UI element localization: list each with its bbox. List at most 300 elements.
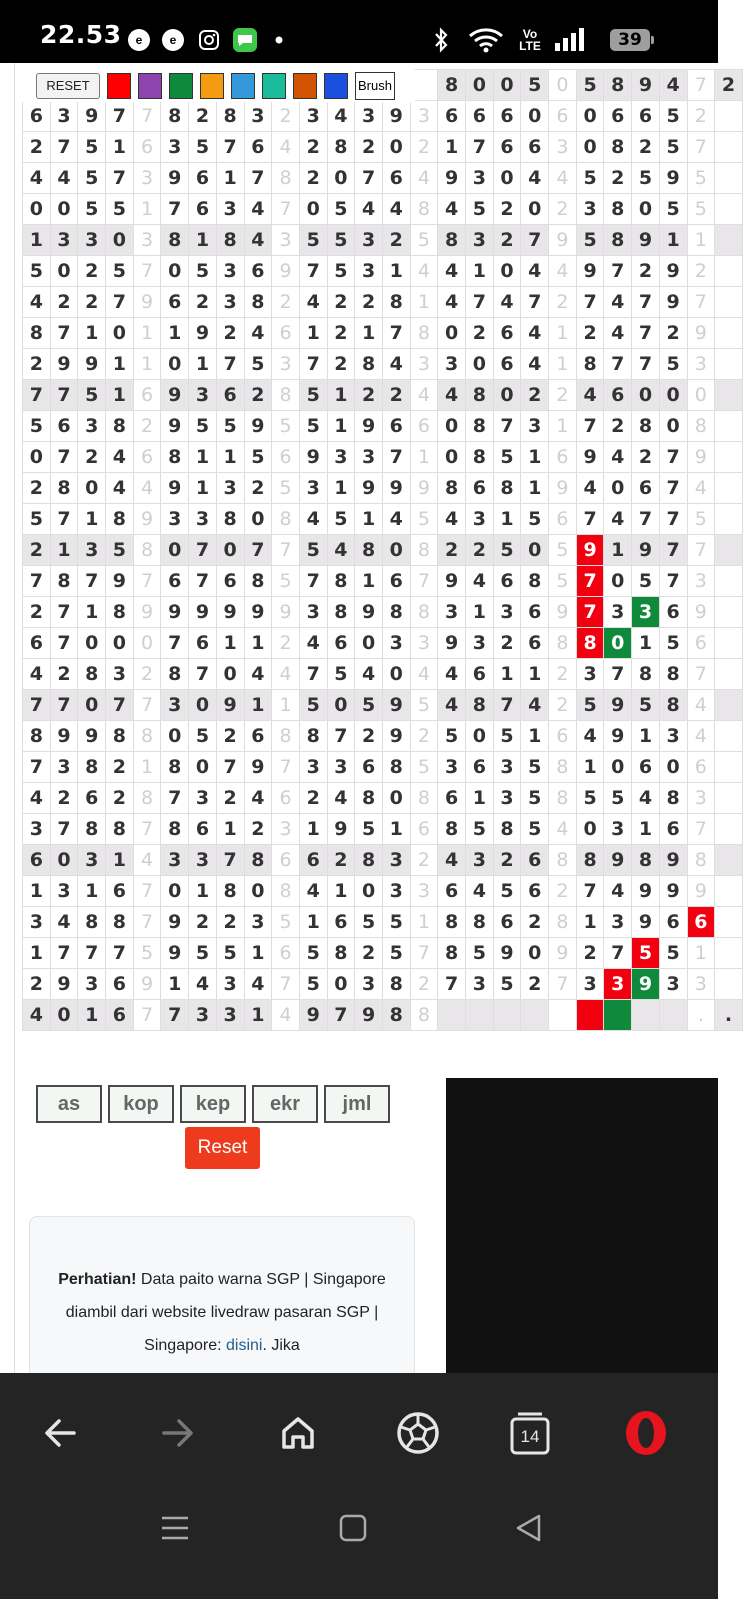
table-cell[interactable]: 7	[161, 628, 189, 659]
table-cell[interactable]: 5	[493, 876, 521, 907]
table-cell[interactable]: 6	[521, 845, 549, 876]
table-cell[interactable]: 7	[50, 132, 78, 163]
table-cell[interactable]: 2	[659, 318, 687, 349]
table-cell[interactable]: 2	[355, 938, 383, 969]
table-cell[interactable]: 7	[493, 411, 521, 442]
table-cell[interactable]: 2	[23, 535, 51, 566]
table-cell[interactable]: 9	[50, 349, 78, 380]
table-cell[interactable]: 5	[327, 659, 355, 690]
table-cell[interactable]: 4	[23, 783, 51, 814]
table-cell[interactable]: 0	[327, 969, 355, 1000]
table-cell[interactable]	[715, 101, 743, 132]
table-cell[interactable]: 0	[78, 690, 106, 721]
table-cell[interactable]: 1	[493, 504, 521, 535]
table-cell[interactable]: 6	[189, 163, 217, 194]
table-cell[interactable]: 9	[549, 597, 577, 628]
table-cell[interactable]: 0	[438, 411, 466, 442]
table-cell[interactable]: 6	[659, 814, 687, 845]
table-cell[interactable]: 8	[632, 411, 660, 442]
table-cell[interactable]: 7	[604, 659, 632, 690]
table-cell[interactable]: 7	[106, 938, 134, 969]
table-cell[interactable]: 0	[604, 473, 632, 504]
table-cell[interactable]: 8	[410, 1000, 438, 1031]
table-cell[interactable]: 9	[272, 256, 300, 287]
table-cell[interactable]: 0	[106, 318, 134, 349]
color-swatch[interactable]	[138, 73, 162, 99]
table-cell[interactable]: 0	[161, 256, 189, 287]
table-cell[interactable]: 4	[106, 442, 134, 473]
table-cell[interactable]: 2	[299, 132, 327, 163]
table-cell[interactable]: 1	[216, 163, 244, 194]
table-cell[interactable]: 5	[244, 349, 272, 380]
table-cell[interactable]: 7	[659, 535, 687, 566]
table-cell[interactable]: 8	[466, 411, 494, 442]
table-cell[interactable]: 4	[50, 163, 78, 194]
table-cell[interactable]: 2	[687, 101, 715, 132]
table-cell[interactable]: 7	[632, 318, 660, 349]
table-cell[interactable]: 7	[272, 969, 300, 1000]
table-cell[interactable]: 7	[438, 969, 466, 1000]
table-cell[interactable]: 3	[161, 690, 189, 721]
table-cell[interactable]: 2	[23, 349, 51, 380]
table-cell[interactable]: 3	[576, 659, 604, 690]
table-cell[interactable]: 7	[576, 411, 604, 442]
table-cell[interactable]: 7	[133, 101, 161, 132]
table-cell[interactable]: 4	[604, 442, 632, 473]
table-cell[interactable]: 6	[632, 473, 660, 504]
table-cell[interactable]	[715, 876, 743, 907]
table-cell[interactable]: 6	[549, 721, 577, 752]
table-cell[interactable]: 6	[521, 132, 549, 163]
table-cell[interactable]: 2	[632, 442, 660, 473]
table-cell[interactable]: 8	[106, 907, 134, 938]
table-cell[interactable]: 9	[438, 566, 466, 597]
table-cell[interactable]: 9	[382, 473, 410, 504]
table-cell[interactable]: 4	[687, 473, 715, 504]
table-cell[interactable]: 2	[244, 380, 272, 411]
table-cell[interactable]: 5	[189, 721, 217, 752]
table-cell[interactable]: 3	[438, 349, 466, 380]
table-cell[interactable]: 1	[78, 504, 106, 535]
table-cell[interactable]: 3	[355, 256, 383, 287]
table-cell[interactable]: 5	[244, 442, 272, 473]
table-cell[interactable]: 1	[687, 938, 715, 969]
table-cell[interactable]: 3	[466, 225, 494, 256]
table-cell[interactable]	[715, 225, 743, 256]
table-cell[interactable]: 8	[632, 845, 660, 876]
table-cell[interactable]: 1	[632, 628, 660, 659]
table-cell[interactable]: 5	[659, 194, 687, 225]
table-cell[interactable]: 8	[549, 752, 577, 783]
table-cell[interactable]: 9	[549, 938, 577, 969]
table-cell[interactable]: 7	[50, 628, 78, 659]
table-cell[interactable]: 8	[23, 721, 51, 752]
table-cell[interactable]: 0	[355, 628, 383, 659]
table-cell[interactable]: 9	[576, 256, 604, 287]
table-cell[interactable]: 7	[50, 814, 78, 845]
table-cell[interactable]: 6	[410, 814, 438, 845]
table-cell[interactable]: 4	[659, 70, 687, 101]
table-cell[interactable]: 0	[466, 721, 494, 752]
table-cell[interactable]: 6	[78, 783, 106, 814]
table-cell[interactable]: 7	[50, 442, 78, 473]
table-cell[interactable]: 6	[133, 132, 161, 163]
table-cell[interactable]: 6	[438, 876, 466, 907]
table-cell[interactable]: 9	[161, 473, 189, 504]
table-cell[interactable]: 8	[133, 535, 161, 566]
table-cell[interactable]	[715, 132, 743, 163]
table-cell[interactable]: 1	[549, 411, 577, 442]
table-cell[interactable]: 7	[50, 597, 78, 628]
table-cell[interactable]: 4	[604, 876, 632, 907]
table-cell[interactable]: 9	[632, 70, 660, 101]
table-cell[interactable]: 2	[23, 473, 51, 504]
table-cell[interactable]: 8	[272, 721, 300, 752]
color-swatch[interactable]	[293, 73, 317, 99]
table-cell[interactable]: 4	[521, 318, 549, 349]
table-cell[interactable]: 7	[687, 535, 715, 566]
table-cell[interactable]: 0	[327, 163, 355, 194]
home-square-icon[interactable]	[338, 1513, 368, 1543]
table-cell[interactable]: 5	[299, 411, 327, 442]
table-cell[interactable]: 9	[632, 876, 660, 907]
table-cell[interactable]: 7	[272, 752, 300, 783]
table-cell[interactable]: 9	[299, 1000, 327, 1031]
table-cell[interactable]: 4	[410, 659, 438, 690]
table-cell[interactable]: 8	[106, 504, 134, 535]
table-cell[interactable]: 3	[382, 628, 410, 659]
table-cell[interactable]: 2	[410, 969, 438, 1000]
table-cell[interactable]: 1	[189, 473, 217, 504]
table-cell[interactable]: 4	[438, 287, 466, 318]
table-cell[interactable]: 9	[355, 411, 383, 442]
table-cell[interactable]: 7	[299, 256, 327, 287]
table-cell[interactable]: 4	[272, 1000, 300, 1031]
table-cell[interactable]	[438, 1000, 466, 1031]
table-cell[interactable]: 0	[632, 194, 660, 225]
table-cell[interactable]: 4	[438, 256, 466, 287]
table-cell[interactable]: 1	[299, 907, 327, 938]
table-cell[interactable]: 5	[659, 132, 687, 163]
table-cell[interactable]: 8	[106, 411, 134, 442]
table-cell[interactable]: 3	[161, 845, 189, 876]
table-cell[interactable]: 9	[133, 287, 161, 318]
table-cell[interactable]: 0	[466, 349, 494, 380]
table-cell[interactable]: 7	[50, 380, 78, 411]
table-cell[interactable]: 7	[216, 132, 244, 163]
table-cell[interactable]: 9	[659, 256, 687, 287]
table-cell[interactable]: 2	[216, 783, 244, 814]
table-cell[interactable]: 8	[244, 845, 272, 876]
table-cell[interactable]: 9	[604, 721, 632, 752]
table-cell[interactable]: 2	[410, 721, 438, 752]
table-cell[interactable]: 2	[493, 628, 521, 659]
table-cell[interactable]: 1	[244, 628, 272, 659]
table-cell[interactable]	[715, 721, 743, 752]
table-cell[interactable]: 8	[576, 349, 604, 380]
table-cell[interactable]: 8	[604, 225, 632, 256]
table-cell[interactable]: 7	[410, 938, 438, 969]
table-cell[interactable]: 8	[161, 659, 189, 690]
table-cell[interactable]: 5	[493, 721, 521, 752]
table-cell[interactable]: 0	[604, 566, 632, 597]
table-cell[interactable]: 0	[161, 535, 189, 566]
table-cell[interactable]: 6	[133, 442, 161, 473]
filter-ekr-button[interactable]: ekr	[252, 1085, 318, 1123]
table-cell[interactable]: 7	[687, 814, 715, 845]
table-cell[interactable]: 2	[299, 163, 327, 194]
table-cell[interactable]: 1	[189, 442, 217, 473]
table-cell[interactable]: 0	[78, 628, 106, 659]
filter-as-button[interactable]: as	[36, 1085, 102, 1123]
table-cell[interactable]: 6	[272, 783, 300, 814]
table-cell[interactable]: 6	[272, 318, 300, 349]
color-swatch[interactable]	[200, 73, 224, 99]
table-cell[interactable]: 9	[549, 473, 577, 504]
table-cell[interactable]: 2	[604, 411, 632, 442]
table-cell[interactable]	[549, 1000, 577, 1031]
table-cell[interactable]: 2	[327, 845, 355, 876]
table-cell[interactable]: 1	[189, 225, 217, 256]
table-cell[interactable]: 7	[272, 194, 300, 225]
table-cell[interactable]: 5	[687, 163, 715, 194]
table-cell[interactable]: 1	[78, 318, 106, 349]
table-cell[interactable]: 8	[549, 783, 577, 814]
table-cell[interactable]: 3	[50, 752, 78, 783]
table-cell[interactable]: 7	[161, 1000, 189, 1031]
table-cell[interactable]: 9	[355, 597, 383, 628]
table-cell[interactable]: 8	[521, 566, 549, 597]
table-cell[interactable]: 3	[161, 504, 189, 535]
soccer-ball-icon[interactable]	[388, 1403, 448, 1463]
table-cell[interactable]: 0	[50, 1000, 78, 1031]
table-cell[interactable]: 5	[632, 566, 660, 597]
table-cell[interactable]: 1	[78, 597, 106, 628]
table-cell[interactable]: 3	[687, 969, 715, 1000]
table-cell[interactable]: 0	[189, 690, 217, 721]
table-cell[interactable]: 3	[410, 349, 438, 380]
table-cell[interactable]: 7	[604, 938, 632, 969]
table-cell[interactable]: 5	[299, 225, 327, 256]
table-cell[interactable]: 5	[78, 380, 106, 411]
table-cell[interactable]: 3	[50, 225, 78, 256]
table-cell[interactable]: 8	[382, 969, 410, 1000]
table-cell[interactable]: 4	[549, 163, 577, 194]
table-cell[interactable]: 9	[78, 721, 106, 752]
table-cell[interactable]: 6	[106, 1000, 134, 1031]
table-cell[interactable]: 7	[133, 566, 161, 597]
table-cell[interactable]: 6	[327, 628, 355, 659]
table-cell[interactable]: 2	[549, 194, 577, 225]
table-cell[interactable]: 1	[632, 814, 660, 845]
table-cell[interactable]: 5	[272, 566, 300, 597]
table-cell[interactable]: 6	[216, 380, 244, 411]
table-cell[interactable]: 0	[161, 349, 189, 380]
table-cell[interactable]: 9	[604, 845, 632, 876]
table-cell[interactable]: 8	[327, 597, 355, 628]
table-cell[interactable]: 8	[355, 535, 383, 566]
table-cell[interactable]: 0	[521, 194, 549, 225]
table-cell[interactable]: 7	[299, 349, 327, 380]
table-cell[interactable]: 1	[106, 132, 134, 163]
table-cell[interactable]: 1	[106, 349, 134, 380]
table-cell[interactable]: 5	[659, 349, 687, 380]
table-cell[interactable]: 7	[50, 938, 78, 969]
table-cell[interactable]: 0	[23, 442, 51, 473]
table-cell[interactable]: 8	[216, 101, 244, 132]
table-cell[interactable]: 2	[23, 969, 51, 1000]
table-cell[interactable]: 0	[355, 876, 383, 907]
table-cell[interactable]: 3	[493, 783, 521, 814]
table-cell[interactable]: 8	[23, 318, 51, 349]
table-cell[interactable]: 7	[410, 566, 438, 597]
table-cell[interactable]: 9	[382, 721, 410, 752]
table-cell[interactable]: 4	[355, 194, 383, 225]
table-cell[interactable]	[715, 473, 743, 504]
table-cell[interactable]: 8	[382, 1000, 410, 1031]
table-cell[interactable]: 1	[216, 814, 244, 845]
table-cell[interactable]: 8	[78, 814, 106, 845]
table-cell[interactable]: 8	[161, 752, 189, 783]
table-cell[interactable]: 0	[382, 535, 410, 566]
table-cell[interactable]: 6	[493, 101, 521, 132]
table-cell[interactable]: 5	[355, 690, 383, 721]
table-cell[interactable]: 3	[604, 907, 632, 938]
table-cell[interactable]: 4	[244, 783, 272, 814]
table-cell[interactable]: 1	[133, 752, 161, 783]
table-cell[interactable]: 3	[299, 101, 327, 132]
table-cell[interactable]: 7	[78, 566, 106, 597]
table-cell[interactable]: 4	[382, 504, 410, 535]
recents-icon[interactable]	[160, 1513, 190, 1543]
table-cell[interactable]: 3	[410, 628, 438, 659]
table-cell[interactable]: 1	[410, 907, 438, 938]
table-cell[interactable]: 5	[382, 907, 410, 938]
table-cell[interactable]: 5	[23, 411, 51, 442]
table-cell[interactable]: 0	[549, 70, 577, 101]
table-cell[interactable]: 0	[23, 194, 51, 225]
table-cell[interactable]: 9	[161, 597, 189, 628]
table-cell[interactable]: 8	[161, 442, 189, 473]
table-cell[interactable]: 0	[659, 411, 687, 442]
table-cell[interactable]: 1	[299, 814, 327, 845]
table-cell[interactable]: 2	[521, 380, 549, 411]
table-cell[interactable]: 6	[327, 907, 355, 938]
table-cell[interactable]: 8	[549, 845, 577, 876]
table-cell[interactable]: 8	[493, 814, 521, 845]
table-cell[interactable]	[715, 535, 743, 566]
table-cell[interactable]: 7	[632, 504, 660, 535]
table-cell[interactable]: 3	[382, 876, 410, 907]
table-cell[interactable]: 8	[355, 783, 383, 814]
table-cell[interactable]: 5	[438, 721, 466, 752]
table-cell[interactable]: 6	[632, 101, 660, 132]
table-cell[interactable]: 2	[549, 287, 577, 318]
table-cell[interactable]: 7	[106, 101, 134, 132]
table-cell[interactable]	[715, 566, 743, 597]
table-cell[interactable]: 6	[244, 721, 272, 752]
table-cell[interactable]: 2	[133, 659, 161, 690]
table-cell[interactable]: 6	[466, 101, 494, 132]
table-cell[interactable]: 8	[604, 194, 632, 225]
table-cell[interactable]: 2	[133, 411, 161, 442]
table-cell[interactable]: 7	[466, 132, 494, 163]
table-cell[interactable]: 3	[466, 504, 494, 535]
table-cell[interactable]: 3	[687, 566, 715, 597]
table-cell[interactable]: 5	[466, 814, 494, 845]
table-cell[interactable]: 5	[466, 194, 494, 225]
table-cell[interactable]	[715, 659, 743, 690]
table-cell[interactable]: 4	[23, 1000, 51, 1031]
table-cell[interactable]: 4	[521, 163, 549, 194]
table-cell[interactable]: 3	[272, 349, 300, 380]
table-cell[interactable]: 7	[327, 721, 355, 752]
table-cell[interactable]: 2	[493, 194, 521, 225]
table-cell[interactable]: 1	[244, 1000, 272, 1031]
table-cell[interactable]: 0	[521, 535, 549, 566]
table-cell[interactable]: 8	[382, 287, 410, 318]
table-cell[interactable]: 8	[466, 690, 494, 721]
table-cell[interactable]	[715, 597, 743, 628]
table-cell[interactable]: 3	[23, 814, 51, 845]
table-cell[interactable]: 4	[438, 845, 466, 876]
table-cell[interactable]: 0	[438, 318, 466, 349]
notice-link[interactable]: disini	[226, 1337, 263, 1354]
table-cell[interactable]: 7	[189, 659, 217, 690]
table-cell[interactable]: 4	[438, 690, 466, 721]
table-cell[interactable]: 8	[327, 566, 355, 597]
table-cell[interactable]: 1	[78, 1000, 106, 1031]
table-cell[interactable]: 6	[244, 132, 272, 163]
table-cell[interactable]: 9	[659, 876, 687, 907]
table-cell[interactable]: 3	[216, 1000, 244, 1031]
table-cell[interactable]: 2	[632, 256, 660, 287]
table-cell[interactable]: 4	[604, 318, 632, 349]
table-cell[interactable]: 1	[466, 783, 494, 814]
table-cell[interactable]: 6	[632, 752, 660, 783]
table-cell[interactable]: 6	[106, 969, 134, 1000]
table-cell[interactable]: 4	[244, 225, 272, 256]
table-cell[interactable]: 9	[189, 597, 217, 628]
table-cell[interactable]: 7	[382, 318, 410, 349]
table-cell[interactable]: 3	[189, 845, 217, 876]
table-cell[interactable]: 3	[576, 194, 604, 225]
table-cell[interactable]: 8	[687, 411, 715, 442]
table-cell[interactable]: 2	[382, 225, 410, 256]
table-cell[interactable]: 9	[244, 752, 272, 783]
table-cell[interactable]: 1	[521, 473, 549, 504]
table-cell[interactable]: 0	[604, 628, 632, 659]
table-cell[interactable]: 1	[161, 969, 189, 1000]
table-cell[interactable]: 5	[133, 938, 161, 969]
table-cell[interactable]: 0	[493, 380, 521, 411]
table-cell[interactable]: 4	[244, 318, 272, 349]
table-cell[interactable]: 1	[632, 721, 660, 752]
table-cell[interactable]: 0	[382, 783, 410, 814]
table-cell[interactable]: 4	[382, 349, 410, 380]
table-cell[interactable]: 9	[687, 318, 715, 349]
table-cell[interactable]: 7	[23, 380, 51, 411]
table-cell[interactable]: 7	[244, 535, 272, 566]
table-cell[interactable]: 6	[189, 814, 217, 845]
table-cell[interactable]: 6	[687, 628, 715, 659]
table-cell[interactable]: 3	[50, 101, 78, 132]
table-cell[interactable]: 5	[493, 535, 521, 566]
table-cell[interactable]: 0	[78, 473, 106, 504]
table-cell[interactable]: 5	[189, 132, 217, 163]
table-cell[interactable]: 1	[382, 814, 410, 845]
table-cell[interactable]: 3	[189, 504, 217, 535]
